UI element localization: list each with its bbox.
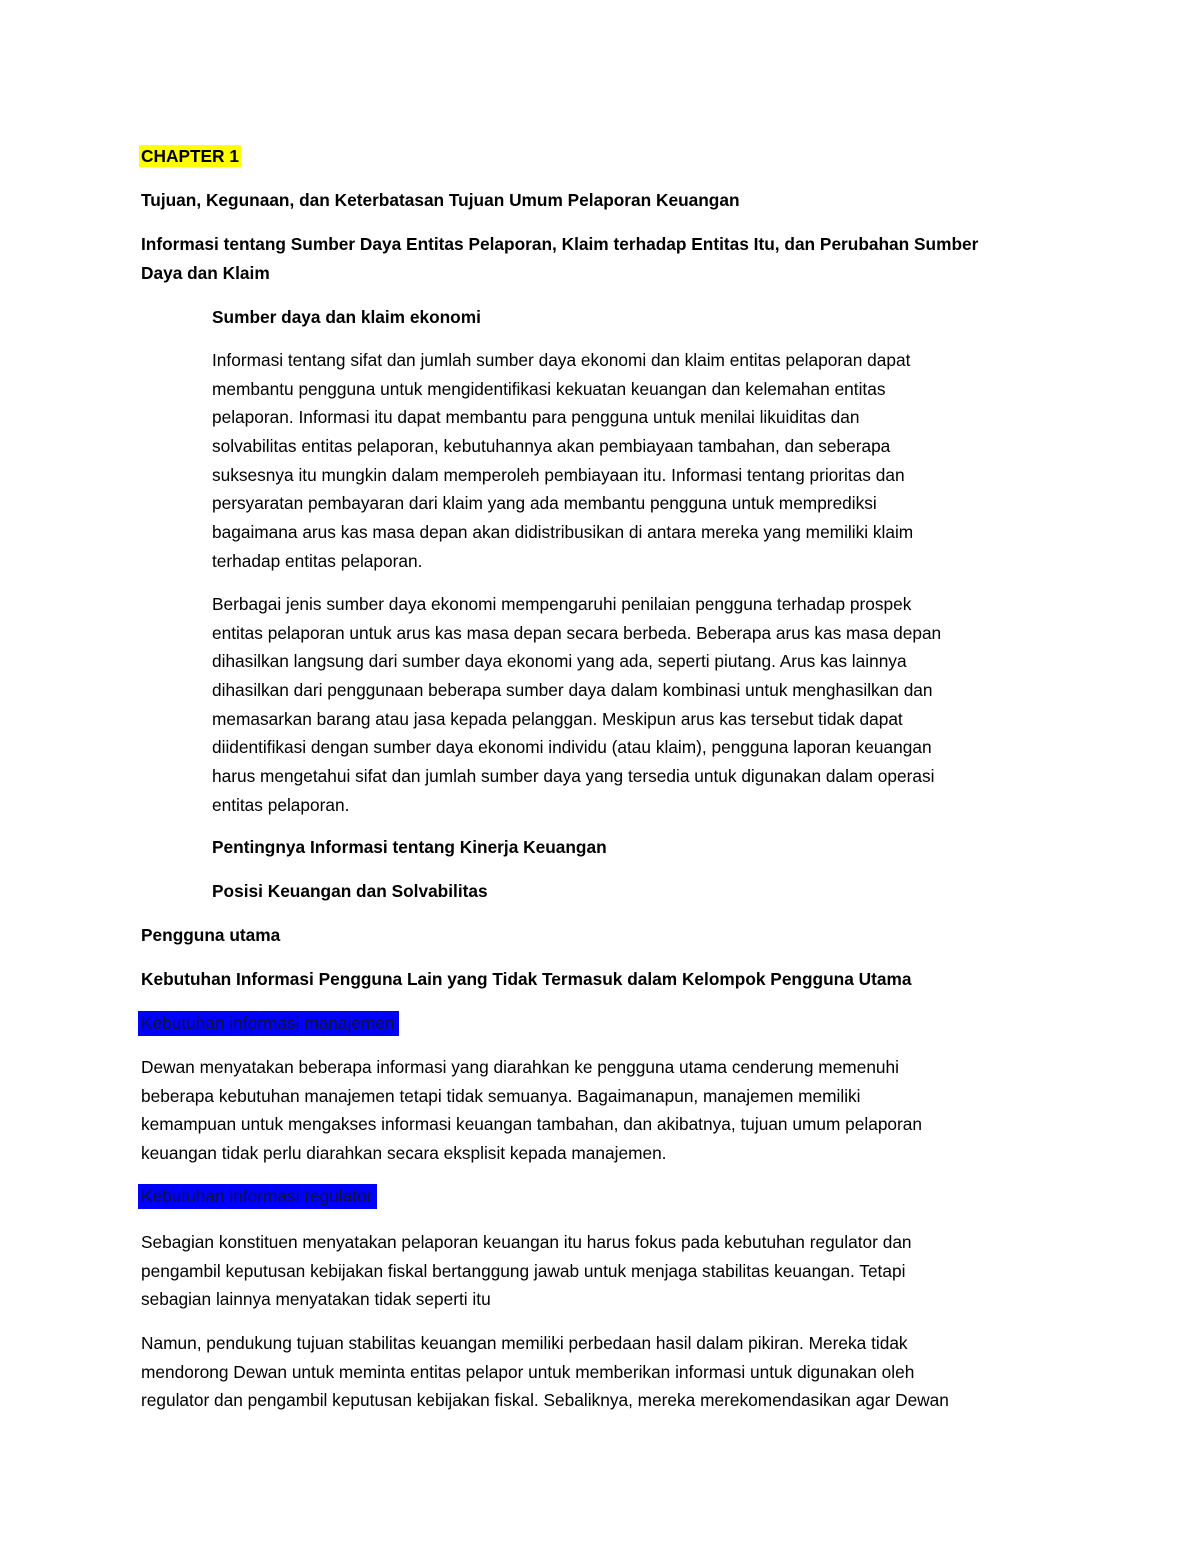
paragraph-line: pengambil keputusan kebijakan fiskal bertanggung jawab untuk menjaga stabilitas keuangan. Tetapi <box>141 1260 906 1281</box>
paragraph-line: kemampuan untuk mengakses informasi keuangan tambahan, dan akibatnya, tujuan umum pelaporan <box>141 1114 923 1135</box>
paragraph-line: regulator dan pengambil keputusan kebijakan fiskal. Sebaliknya, mereka merekomendasikan agar Dewan <box>141 1390 949 1411</box>
management-info-heading <box>141 1009 1071 1038</box>
paragraph-line: Dewan menyatakan beberapa informasi yang diarahkan ke pengguna utama cenderung memenuhi <box>141 1057 899 1077</box>
paragraph-financial-stability <box>141 1329 1071 1415</box>
heading-line: Informasi tentang Sumber Daya Entitas Pelaporan, Klaim terhadap Entitas Itu, dan Perubahan Sumber <box>141 234 979 254</box>
paragraph-resource-types <box>212 590 1072 820</box>
paragraph-line: mendorong Dewan untuk meminta entitas pelapor untuk memberikan informasi untuk digunakan oleh <box>141 1361 915 1382</box>
paragraph-line: membantu pengguna untuk mengidentifikasi kekuatan keuangan dan kelemahan entitas <box>212 378 886 399</box>
paragraph-line: sebagian lainnya menyatakan tidak seperti itu <box>141 1289 491 1310</box>
paragraph-line: memasarkan barang atau jasa kepada pelanggan. Meskipun arus kas tersebut tidak dapat <box>212 708 903 729</box>
paragraph-line: dihasilkan dari penggunaan beberapa sumber daya dalam kombinasi untuk menghasilkan dan <box>212 680 933 701</box>
highlighted-text: Kebutuhan informasi manajemen <box>138 1011 399 1036</box>
paragraph-line: solvabilitas entitas pelaporan, kebutuhannya akan pembiayaan tambahan, dan seberapa <box>212 436 891 457</box>
paragraph-resources <box>212 346 1072 576</box>
paragraph-line: dihasilkan langsung dari sumber daya ekonomi yang ada, seperti piutang. Arus kas lainnya <box>212 651 907 672</box>
paragraph-line: Berbagai jenis sumber daya ekonomi mempengaruhi penilaian pengguna terhadap prospek <box>212 594 912 614</box>
subheading-performance: Pentingnya Informasi tentang Kinerja Keuangan <box>212 837 607 857</box>
regulator-info-heading <box>141 1182 1071 1211</box>
paragraph-regulator <box>141 1228 1071 1314</box>
paragraph-line: Namun, pendukung tujuan stabilitas keuangan memiliki perbedaan hasil dalam pikiran. Mereka tidak <box>141 1333 908 1353</box>
heading-other-users: Kebutuhan Informasi Pengguna Lain yang Tidak Termasuk dalam Kelompok Pengguna Utama <box>141 969 912 989</box>
paragraph-line: diidentifikasi dengan sumber daya ekonomi individu (atau klaim), pengguna laporan keuangan <box>212 737 932 758</box>
subheading-solvency: Posisi Keuangan dan Solvabilitas <box>212 881 488 901</box>
paragraph-line: beberapa kebutuhan manajemen tetapi tidak semuanya. Bagaimanapun, manajemen memiliki <box>141 1085 861 1106</box>
paragraph-line: entitas pelaporan. <box>212 794 350 815</box>
chapter-highlight: CHAPTER 1 <box>141 146 239 166</box>
paragraph-line: persyaratan pembayaran dari klaim yang ada membantu pengguna untuk memprediksi <box>212 493 877 514</box>
paragraph-line: Informasi tentang sifat dan jumlah sumber daya ekonomi dan klaim entitas pelaporan dapat <box>212 350 911 370</box>
paragraph-line: keuangan tidak perlu diarahkan secara eksplisit kepada manajemen. <box>141 1143 667 1164</box>
paragraph-line: pelaporan. Informasi itu dapat membantu para pengguna untuk menilai likuiditas dan <box>212 407 860 428</box>
heading-primary-users: Pengguna utama <box>141 925 281 945</box>
paragraph-line: terhadap entitas pelaporan. <box>212 550 423 571</box>
paragraph-line: bagaimana arus kas masa depan akan didistribusikan di antara mereka yang memiliki klaim <box>212 522 914 543</box>
paragraph-line: suksesnya itu mungkin dalam memperoleh pembiayaan itu. Informasi tentang prioritas dan <box>212 464 905 485</box>
subheading-economic-resources: Sumber daya dan klaim ekonomi <box>212 307 481 327</box>
heading-line: Daya dan Klaim <box>141 262 270 283</box>
paragraph-line: harus mengetahui sifat dan jumlah sumber daya yang tersedia untuk digunakan dalam operasi <box>212 766 935 787</box>
paragraph-line: Sebagian konstituen menyatakan pelaporan keuangan itu harus fokus pada kebutuhan regulator dan <box>141 1232 912 1252</box>
highlighted-text: Kebutuhan informasi regulator <box>138 1184 377 1209</box>
paragraph-line: entitas pelaporan untuk arus kas masa depan secara berbeda. Beberapa arus kas masa depan <box>212 622 942 643</box>
heading-purpose: Tujuan, Kegunaan, dan Keterbatasan Tujuan Umum Pelaporan Keuangan <box>141 190 740 210</box>
paragraph-management <box>141 1053 1071 1168</box>
chapter-title <box>141 142 1071 171</box>
heading-resources-claims <box>141 230 1071 287</box>
